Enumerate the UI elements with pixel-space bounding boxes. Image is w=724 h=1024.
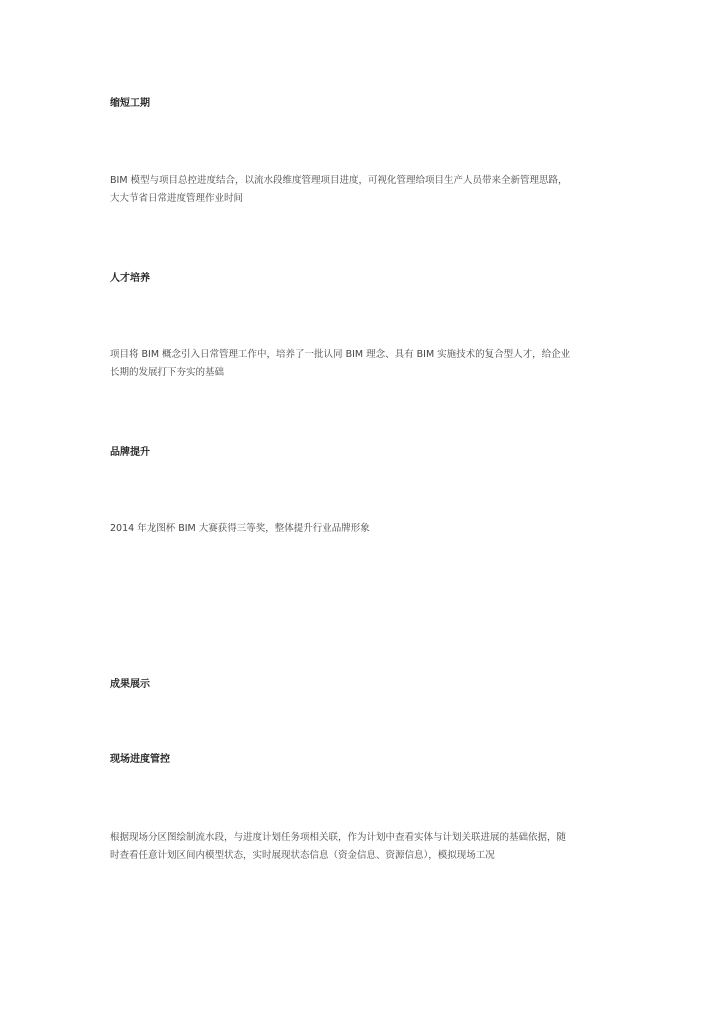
heading-results-showcase: 成果展示 (110, 679, 150, 690)
paragraph-line: 根据现场分区图绘制流水段，与进度计划任务项相关联，作为计划中查看实体与计划关联进展的基础依据，随 (110, 832, 567, 843)
paragraph-site-progress-control (110, 829, 616, 865)
heading-shorten-schedule: 缩短工期 (110, 98, 150, 109)
heading-site-progress-control: 现场进度管控 (110, 754, 170, 765)
paragraph-shorten-schedule (110, 172, 616, 208)
paragraph-line: 2014 年龙图杯 BIM 大赛获得三等奖，整体提升行业品牌形象 (110, 523, 370, 534)
heading-brand-improvement: 品牌提升 (110, 447, 150, 458)
paragraph-line: 项目将 BIM 概念引入日常管理工作中，培养了一批认同 BIM 理念、具有 BIM 实施技术的复合型人才，给企业 (110, 349, 571, 360)
heading-talent-training: 人才培养 (110, 273, 150, 284)
paragraph-line: 长期的发展打下夯实的基础 (110, 367, 225, 378)
paragraph-line: BIM 模型与项目总控进度结合，以流水段维度管理项目进度，可视化管理给项目生产人员带来全新管理思路， (110, 175, 568, 186)
paragraph-line: 大大节省日常进度管理作业时间 (110, 193, 244, 204)
paragraph-talent-training (110, 346, 616, 382)
paragraph-brand-improvement (110, 520, 616, 538)
paragraph-line: 时查看任意计划区间内模型状态，实时展现状态信息（资金信息、资源信息），模拟现场工况 (110, 850, 495, 861)
